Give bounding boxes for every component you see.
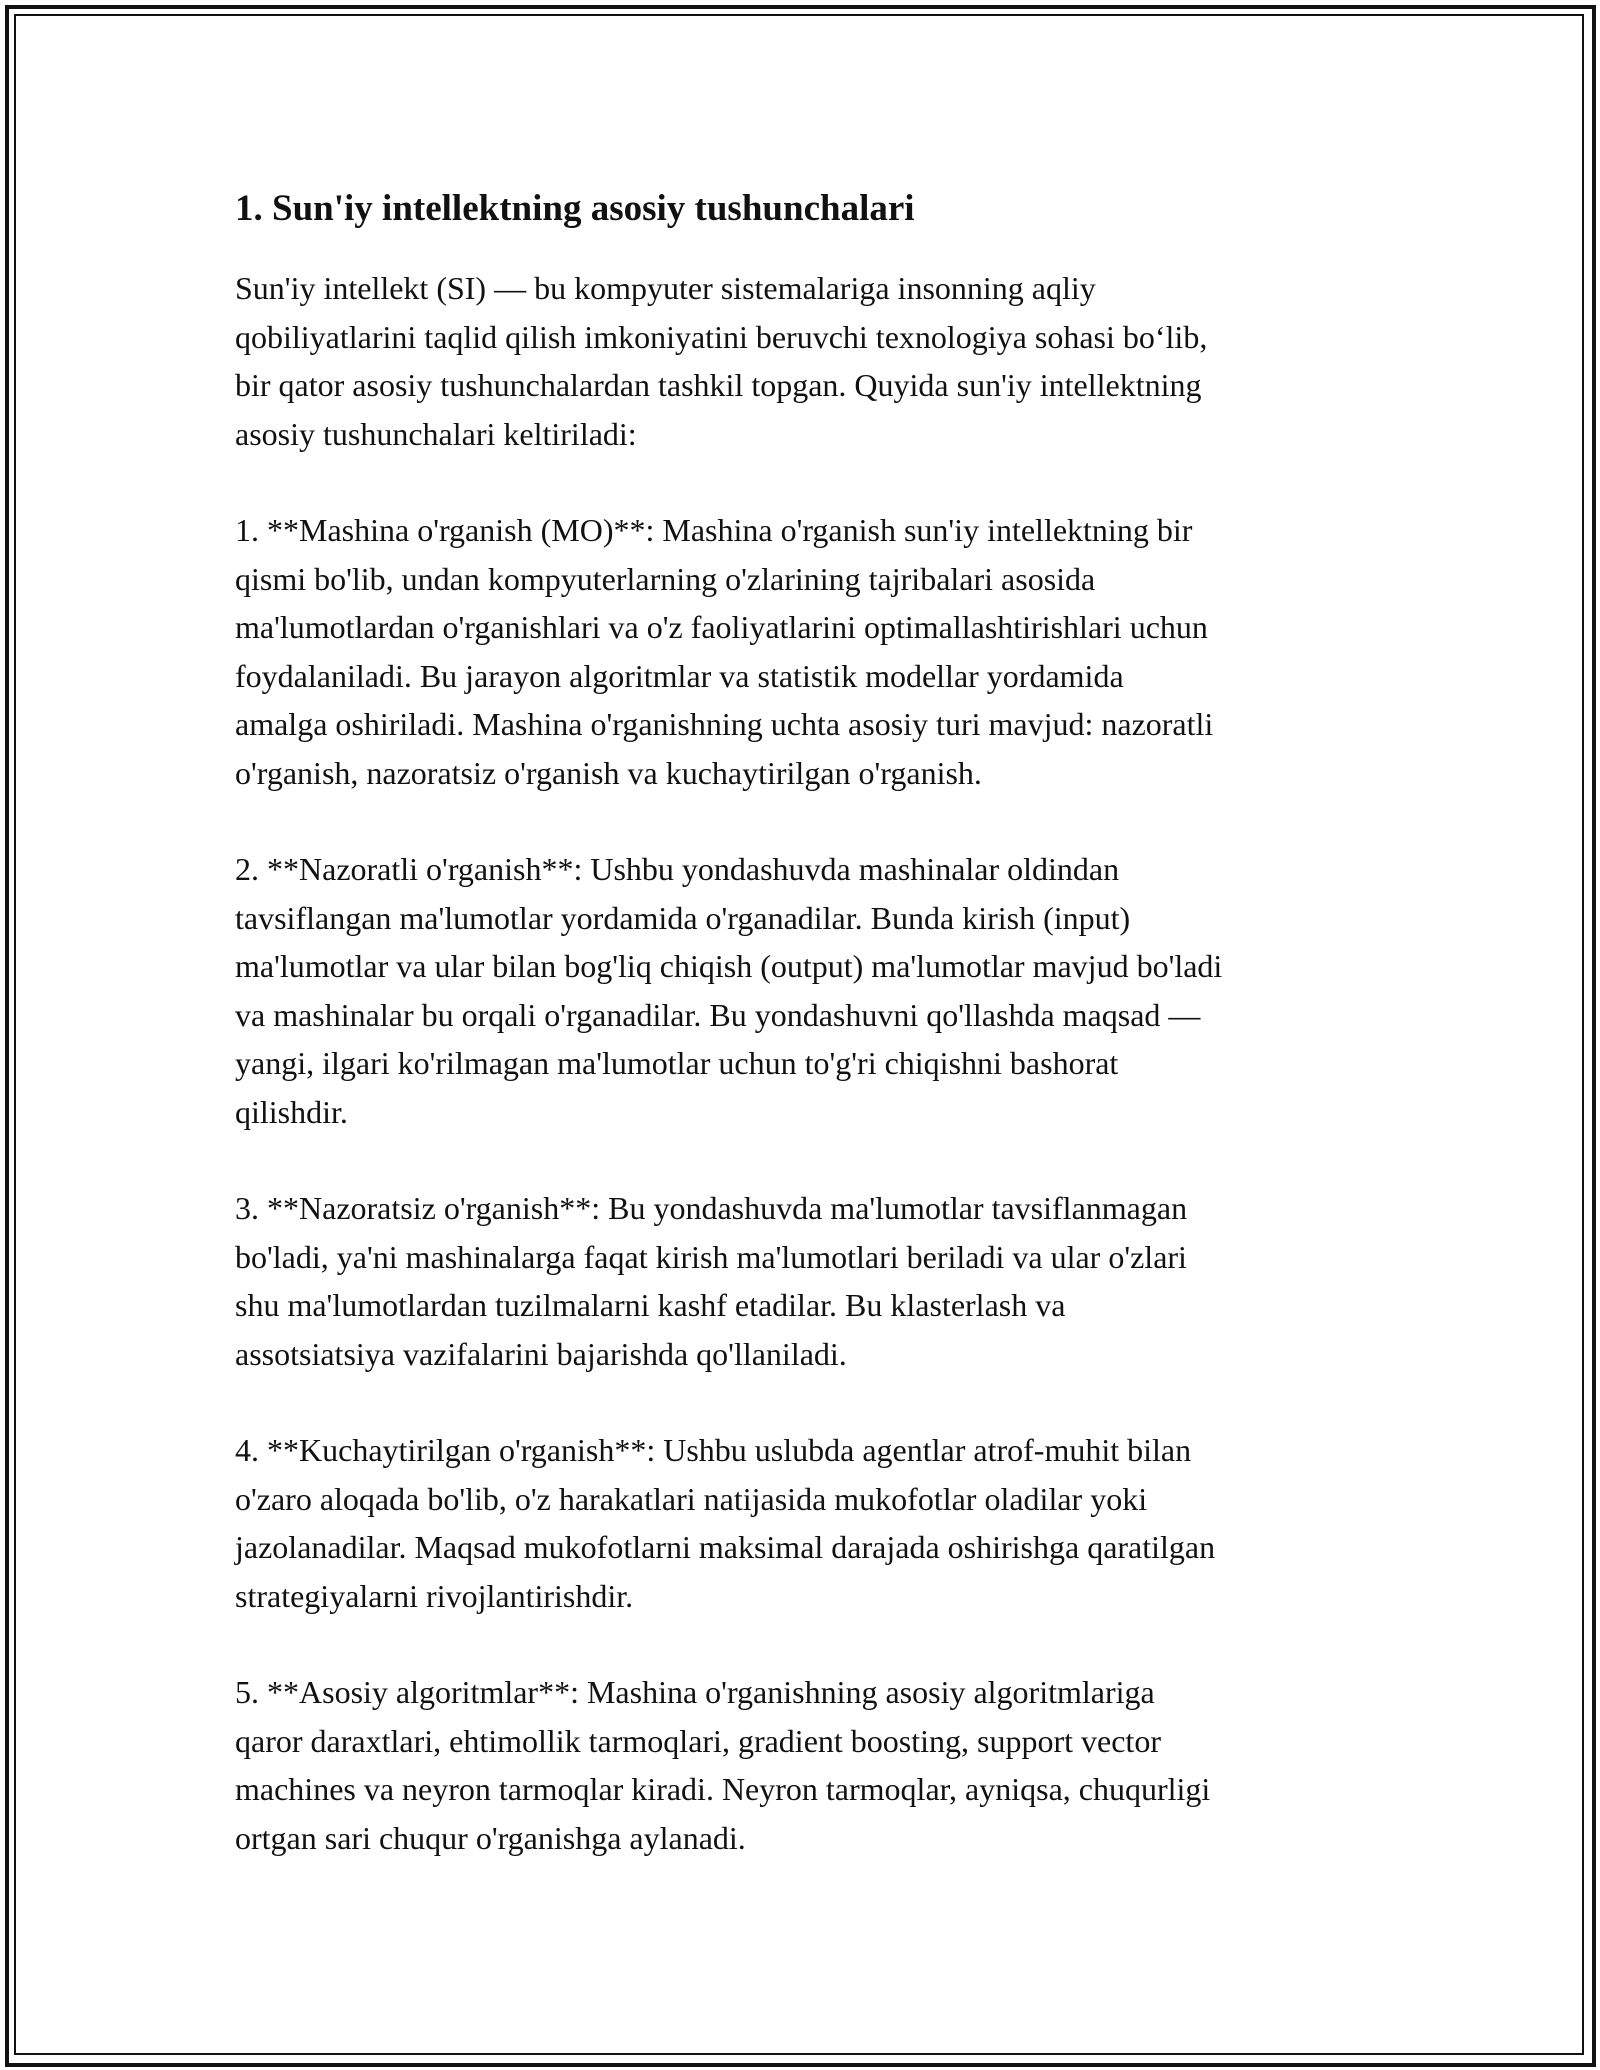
list-item-reinforcement-learning: 4. **Kuchaytirilgan o'rganish**: Ushbu uslubda agentlar atrof-muhit bilan o'zaro aloqada bo'lib, o'z harakatlari natijasida mukofotlar oladilar yoki jazolanadilar. Maqsad mukofotlarni maksimal darajada oshirishga qaratilgan strategiyalarni rivojlantirishdir. <box>235 1432 1216 1614</box>
document-body <box>235 185 1375 1910</box>
list-item-core-algorithms: 5. **Asosiy algoritmlar**: Mashina o'rganishning asosiy algoritmlariga qaror daraxtlari, ehtimollik tarmoqlari, gradient boosting, support vector machines va neyron tarmoqlar kiradi. Neyron tarmoqlar, ayniqsa, chuqurligi ortgan sari chuqur o'rganishga aylanadi. <box>235 1674 1211 1856</box>
list-item-machine-learning: 1. **Mashina o'rganish (MO)**: Mashina o'rganish sun'iy intellektning bir qismi bo'lib, undan kompyuterlarning o'zlarining tajribalari asosida ma'lumotlardan o'rganishlari va o'z faoliyatlarini optimallashtirishlari uchun foydalaniladi. Bu jarayon algoritmlar va statistik modellar yordamida amalga oshiriladi. Mashina o'rganishning uchta asosiy turi mavjud: nazoratli o'rganish, nazoratsiz o'rganish va kuchaytirilgan o'rganish. <box>235 512 1214 791</box>
list-item-unsupervised-learning: 3. **Nazoratsiz o'rganish**: Bu yondashuvda ma'lumotlar tavsiflanmagan bo'ladi, ya'ni mashinalarga faqat kirish ma'lumotlari beriladi va ular o'zlari shu ma'lumotlardan tuzilmalarni kashf etadilar. Bu klasterlash va assotsiatsiya vazifalarini bajarishda qo'llaniladi. <box>235 1190 1188 1372</box>
list-item-supervised-learning: 2. **Nazoratli o'rganish**: Ushbu yondashuvda mashinalar oldindan tavsiflangan ma'lumotlar yordamida o'rganadilar. Bunda kirish (input) ma'lumotlar va ular bilan bog'liq chiqish (output) ma'lumotlar mavjud bo'ladi va mashinalar bu orqali o'rganadilar. Bu yondashuvni qo'llashda maqsad — yangi, ilgari ko'rilmagan ma'lumotlar uchun to'g'ri chiqishni bashorat qilishdir. <box>235 851 1223 1130</box>
intro-paragraph: Sun'iy intellekt (SI) — bu kompyuter sistemalariga insonning aqliy qobiliyatlarini taqlid qilish imkoniyatini beruvchi texnologiya sohasi bo‘lib, bir qator asosiy tushunchalardan tashkil topgan. Quyida sun'iy intellektning asosiy tushunchalari keltiriladi: <box>235 270 1208 452</box>
section-heading: 1. Sun'iy intellektning asosiy tushunchalari <box>235 188 915 229</box>
